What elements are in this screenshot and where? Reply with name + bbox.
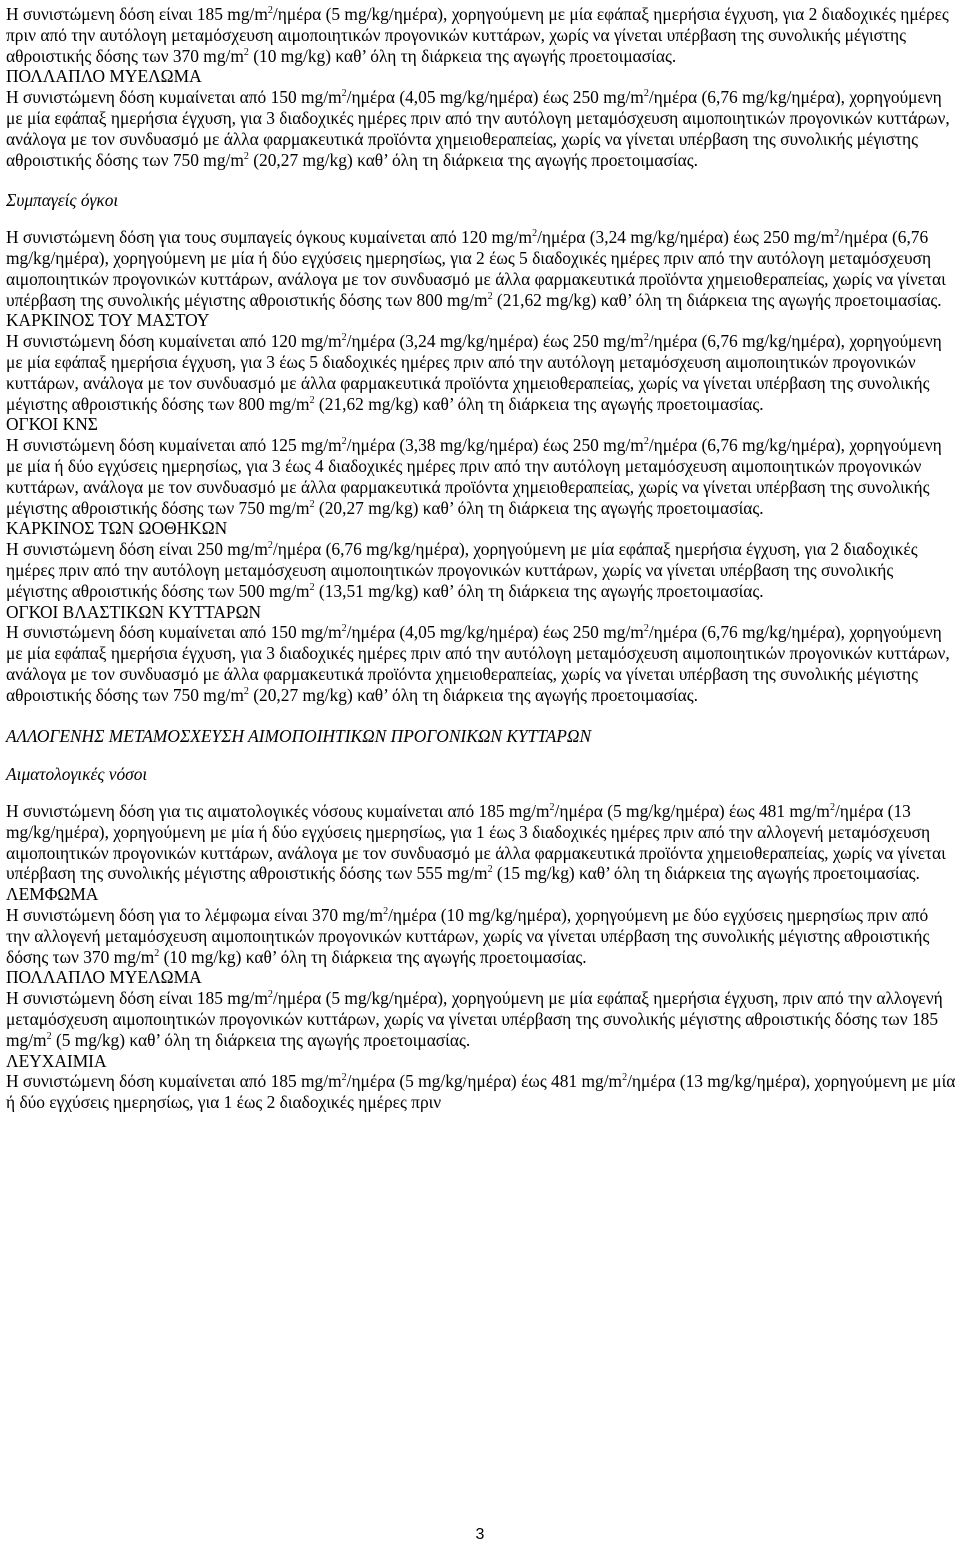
intro-paragraph: Η συνιστώμενη δόση είναι 185 $mg/m^2$/ημέρα (5 mg/kg/ημέρα), χορηγούμενη με μία εφάπαξ ημερήσια έγχυση, για 2 διαδοχικές ημέρες πριν από την αυτόλογη μεταμόσχευση αιμοποιητικών προγονικών κυττάρων, χωρίς να γίνεται υπέρβαση της συνολικής μέγιστης αθροιστικής δόσης των 370 $mg/m^2$ (10 mg/kg) καθ’ όλη τη διάρκεια της αγωγής προετοιμασίας. [6,4,949,66]
section-heading-solid-tumors: Συμπαγείς όγκοι [6,190,119,211]
cns-paragraph: Η συνιστώμενη δόση κυμαίνεται από 125 $mg/m^2$/ημέρα (3,38 mg/kg/ημέρα) έως 250 $mg/m^2$/ημέρα (6,76 mg/kg/ημέρα), χορηγούμενη με μία ή δύο εγχύσεις ημερησίως, για 3 έως 4 διαδοχικές ημέρες πριν από την αυτόλογη μεταμόσχευση αιμοποιητικών προγονικών κυττάρων, ανάλογα με τον συνδυασμό με άλλα φαρμακευτικά προϊόντα χημειοθεραπείας, χωρίς να γίνεται υπέρβαση της συνολικής μέγιστης αθροιστικής δόσης των 750 $mg/m^2$ (20,27 mg/kg) καθ’ όλη τη διάρκεια της αγωγής προετοιμασίας. [6,435,942,518]
document-page [6,4,956,1113]
solid-tumors-paragraph: Η συνιστώμενη δόση για τους συμπαγείς όγκους κυμαίνεται από 120 $mg/m^2$/ημέρα (3,24 mg/kg/ημέρα) έως 250 $mg/m^2$/ημέρα (6,76 mg/kg/ημέρα), χορηγούμενη με μία ή δύο εγχύσεις ημερησίως, για 2 έως 5 διαδοχικές ημέρες πριν από την αυτόλογη μεταμόσχευση αιμοποιητικών προγονικών κυττάρων, ανάλογα με τον συνδυασμό με άλλα φαρμακευτικά προϊόντα χημειοθεραπείας, χωρίς να γίνεται υπέρβαση της συνολικής μέγιστης αθροιστικής δόσης των 800 $mg/m^2$ (21,62 mg/kg) καθ’ όλη τη διάρκεια της αγωγής προετοιμασίας. [6,227,946,310]
section-heading-breast: ΚΑΡΚΙΝΟΣ ΤΟΥ ΜΑΣΤΟΥ [6,310,210,331]
section-heading-ovarian: ΚΑΡΚΙΝΟΣ ΤΩΝ ΩΟΘΗΚΩΝ [6,518,228,539]
section-heading-leukemia: ΛΕΥΧΑΙΜΙΑ [6,1050,107,1071]
page-number: 3 [475,1526,485,1543]
section-heading-germ-cell: ΟΓΚΟΙ ΒΛΑΣΤΙΚΩΝ ΚΥΤΤΑΡΩΝ [6,601,262,622]
lymphoma-paragraph: Η συνιστώμενη δόση για το λέμφωμα είναι 370 $mg/m^2$/ημέρα (10 mg/kg/ημέρα), χορηγούμενη με δύο εγχύσεις ημερησίως πριν από την αλλογενή μεταμόσχευση αιμοποιητικών προγονικών κυττάρων, χωρίς να γίνεται υπέρβαση της συνολικής μέγιστης αθροιστικής δόσης των 370 $mg/m^2$ (10 mg/kg) καθ’ όλη τη διάρκεια της αγωγής προετοιμασίας. [6,905,930,967]
section-heading-cns: ΟΓΚΟΙ ΚΝΣ [6,414,98,435]
section-heading-auto-myeloma: ΠΟΛΛΑΠΛΟ ΜΥΕΛΩΜΑ [6,66,202,87]
section-heading-allogeneic: ΑΛΛΟΓΕΝΗΣ ΜΕΤΑΜΟΣΧΕΥΣΗ ΑΙΜΟΠΟΙΗΤΙΚΩΝ ΠΡΟΓΟΝΙΚΩΝ ΚΥΤΤΑΡΩΝ [6,725,592,746]
breast-paragraph: Η συνιστώμενη δόση κυμαίνεται από 120 $mg/m^2$/ημέρα (3,24 mg/kg/ημέρα) έως 250 $mg/m^2$/ημέρα (6,76 mg/kg/ημέρα), χορηγούμενη με μία εφάπαξ ημερήσια έγχυση, για 3 έως 5 διαδοχικές ημέρες πριν από την αυτόλογη μεταμόσχευση αιμοποιητικών προγονικών κυττάρων, ανάλογα με τον συνδυασμό με άλλα φαρμακευτικά προϊόντα χημειοθεραπείας, χωρίς να γίνεται υπέρβαση της συνολικής μέγιστης αθροιστικής δόσης των 800 $mg/m^2$ (21,62 mg/kg) καθ’ όλη τη διάρκεια της αγωγής προετοιμασίας. [6,331,942,414]
section-heading-lymphoma: ΛΕΜΦΩΜΑ [6,884,99,905]
allo-myeloma-paragraph: Η συνιστώμενη δόση είναι 185 $mg/m^2$/ημέρα (5 mg/kg/ημέρα), χορηγούμενη με μία εφάπαξ ημερήσια έγχυση, πριν από την αλλογενή μεταμόσχευση αιμοποιητικών προγονικών κυττάρων, χωρίς να γίνεται υπέρβαση της συνολικής μέγιστης αθροιστικής δόσης των 185 $mg/m^2$ (5 mg/kg) καθ’ όλη τη διάρκεια της αγωγής προετοιμασίας. [6,988,943,1050]
germ-cell-paragraph: Η συνιστώμενη δόση κυμαίνεται από 150 $mg/m^2$/ημέρα (4,05 mg/kg/ημέρα) έως 250 $mg/m^2$/ημέρα (6,76 mg/kg/ημέρα), χορηγούμενη με μία εφάπαξ ημερήσια έγχυση, για 3 διαδοχικές ημέρες πριν από την αυτόλογη μεταμόσχευση αιμοποιητικών προγονικών κυττάρων, ανάλογα με τον συνδυασμό με άλλα φαρμακευτικά προϊόντα χημειοθεραπείας, χωρίς να γίνεται υπέρβαση της συνολικής μέγιστης αθροιστικής δόσης των 750 $mg/m^2$ (20,27 mg/kg) καθ’ όλη τη διάρκεια της αγωγής προετοιμασίας. [6,622,950,705]
auto-myeloma-paragraph: Η συνιστώμενη δόση κυμαίνεται από 150 $mg/m^2$/ημέρα (4,05 mg/kg/ημέρα) έως 250 $mg/m^2$/ημέρα (6,76 mg/kg/ημέρα), χορηγούμενη με μία εφάπαξ ημερήσια έγχυση, για 3 διαδοχικές ημέρες πριν από την αυτόλογη μεταμόσχευση αιμοποιητικών προγονικών κυττάρων, ανάλογα με τον συνδυασμό με άλλα φαρμακευτικά προϊόντα χημειοθεραπείας, χωρίς να γίνεται υπέρβαση της συνολικής μέγιστης αθροιστικής δόσης των 750 $mg/m^2$ (20,27 mg/kg) καθ’ όλη τη διάρκεια της αγωγής προετοιμασίας. [6,87,950,170]
hematologic-paragraph: Η συνιστώμενη δόση για τις αιματολογικές νόσους κυμαίνεται από 185 $mg/m^2$/ημέρα (5 mg/kg/ημέρα) έως 481 $mg/m^2$/ημέρα (13 mg/kg/ημέρα), χορηγούμενη με μία ή δύο εγχύσεις ημερησίως, για 1 έως 3 διαδοχικές ημέρες πριν από την αλλογενή μεταμόσχευση αιμοποιητικών προγονικών κυττάρων, ανάλογα με τον συνδυασμό με άλλα φαρμακευτικά προϊόντα χημειοθεραπείας, χωρίς να γίνεται υπέρβαση της συνολικής μέγιστης αθροιστικής δόσης των 555 $mg/m^2$ (15 mg/kg) καθ’ όλη τη διάρκεια της αγωγής προετοιμασίας. [6,801,946,884]
ovarian-paragraph: Η συνιστώμενη δόση είναι 250 $mg/m^2$/ημέρα (6,76 mg/kg/ημέρα), χορηγούμενη με μία εφάπαξ ημερήσια έγχυση, για 2 διαδοχικές ημέρες πριν από την αυτόλογη μεταμόσχευση αιμοποιητικών προγονικών κυττάρων, χωρίς να γίνεται υπέρβαση της συνολικής μέγιστης αθροιστικής δόσης των 500 $mg/m^2$ (13,51 mg/kg) καθ’ όλη τη διάρκεια της αγωγής προετοιμασίας. [6,539,918,601]
section-heading-allo-myeloma: ΠΟΛΛΑΠΛΟ ΜΥΕΛΩΜΑ [6,967,202,988]
section-heading-hematologic: Αιματολογικές νόσοι [6,764,148,785]
leukemia-paragraph: Η συνιστώμενη δόση κυμαίνεται από 185 $mg/m^2$/ημέρα (5 mg/kg/ημέρα) έως 481 $mg/m^2$/ημέρα (13 mg/kg/ημέρα), χορηγούμενη με μία ή δύο εγχύσεις ημερησίως, για 1 έως 2 διαδοχικές ημέρες πριν [6,1071,956,1113]
